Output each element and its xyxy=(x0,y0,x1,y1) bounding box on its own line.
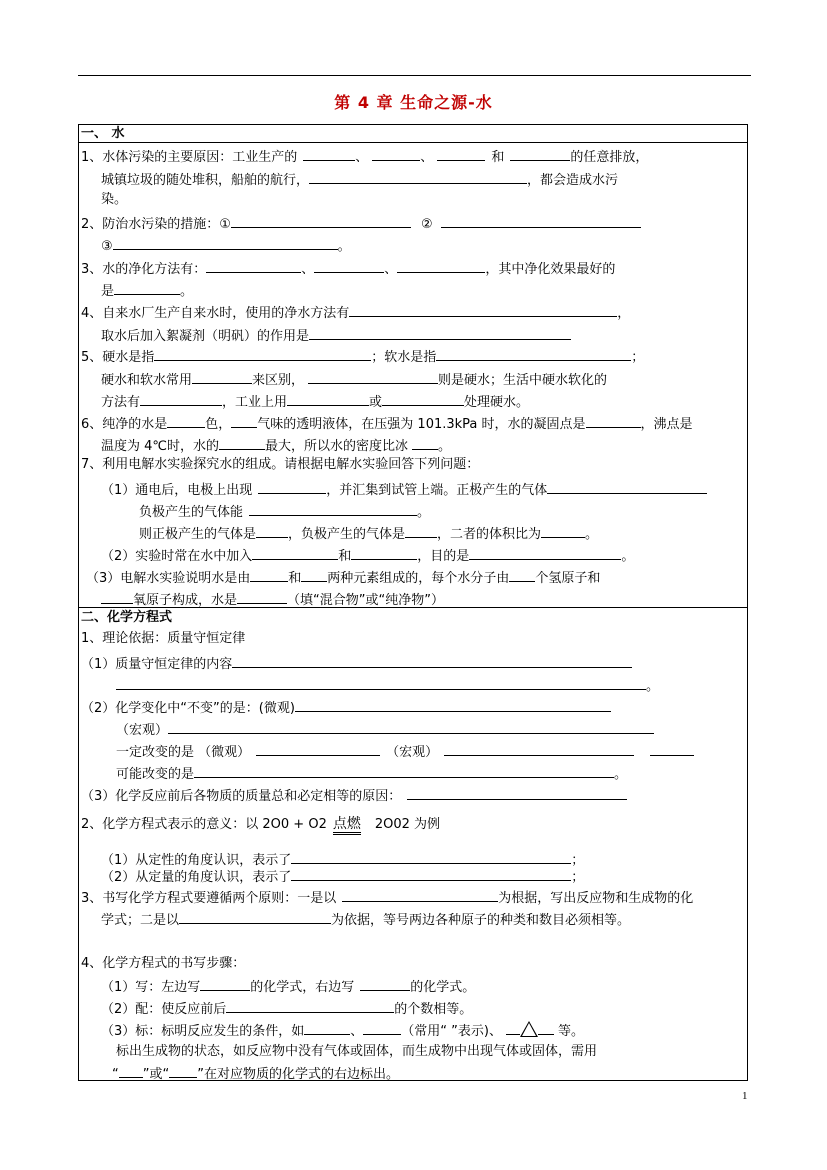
page-title: 第 4 章 生命之源-水 xyxy=(334,93,493,112)
header-rule xyxy=(78,75,751,76)
eq-question-1-1: （1）质量守恒定律的内容 xyxy=(81,653,632,674)
question-7-3: （3）电解水实验说明水是由 和 两种元素组成的，每个水分子由 个氢原子和 xyxy=(86,567,600,588)
question-4-cont: 取水后加入絮凝剂（明矾）的作用是 xyxy=(101,325,571,346)
question-3: 3、水的净化方法有： 、 、 ，其中净化效果最好的 xyxy=(81,258,615,279)
page-number: 1 xyxy=(742,1090,748,1102)
question-1-cont: 城镇垃圾的随处堆积，船舶的航行， ，都会造成水污 xyxy=(101,169,618,190)
eq-question-3: 3、书写化学方程式要遵循两个原则：一是以 为根据，写出反应物和生成物的化 xyxy=(81,887,693,908)
eq-question-4-1: （1）写：左边写 的化学式，右边写 的化学式。 xyxy=(101,976,475,997)
question-7-3-cont: 氧原子构成，水是 （填“混合物”或“纯净物”） xyxy=(101,589,444,610)
eq-question-4-3: （3）标：标明反应发生的条件，如 、 （常用“ ”表示)、 等。 xyxy=(101,1020,584,1041)
question-1-end: 染。 xyxy=(101,192,128,207)
eq-question-1-2-c: 一定改变的是 （微观） （宏观） xyxy=(116,741,694,762)
question-6: 6、纯净的水是 色， 气味的透明液体，在压强为 101.3kPa 时，水的凝固点是 ，沸点是 xyxy=(81,413,693,434)
section-divider xyxy=(78,142,748,143)
question-1: 1、水体污染的主要原因：工业生产的 、 、 和 的任意排放， xyxy=(81,146,648,167)
question-5-end: 方法有 ，工业上用 或 处理硬水。 xyxy=(101,391,529,412)
eq-question-2: 2、化学方程式表示的意义：以 2O0 + O2 点燃 2O02 为例 xyxy=(81,815,440,834)
eq-question-4-3-c: “ ”或“ ”在对应物质的化学式的右边标出。 xyxy=(112,1063,399,1084)
eq-question-1-2-b: （宏观） xyxy=(116,719,654,740)
eq-question-4-2: （2）配：使反应前后 的个数相等。 xyxy=(101,998,472,1019)
eq-question-1-3: （3）化学反应前后各物质的质量总和必定相等的原因： xyxy=(81,785,627,806)
question-4: 4、自来水厂生产自来水时，使用的净水方法有 ， xyxy=(81,302,630,323)
question-5-cont: 硬水和软水常用 来区别， 则是硬水；生活中硬水软化的 xyxy=(101,369,607,390)
eq-question-2-1: （1）从定性的角度认识，表示了 ； xyxy=(101,849,584,870)
question-2-cont: ③ 。 xyxy=(101,235,351,256)
eq-question-4-3-b: 标出生成物的状态，如反应物中没有气体或固体，而生成物中出现气体或固体，需用 xyxy=(116,1044,598,1059)
question-3-cont: 是 。 xyxy=(101,280,193,301)
question-7-2: （2）实验时常在水中加入 和 ，目的是 。 xyxy=(101,545,634,566)
eq-question-2-2: （2）从定量的角度认识，表示了 ； xyxy=(101,866,584,887)
eq-question-1-2: （2）化学变化中“不变”的是：(微观) xyxy=(81,697,611,718)
eq-question-3-cont: 学式；二是以 为依据，等号两边各种原子的种类和数目必须相等。 xyxy=(101,909,630,930)
question-2: 2、防治水污染的措施：① ② xyxy=(81,213,641,234)
triangle-symbol xyxy=(520,1021,538,1037)
eq-question-1-1-cont: 。 xyxy=(116,675,659,696)
eq-question-1: 1、理论依据：质量守恒定律 xyxy=(81,631,246,646)
question-5: 5、硬水是指 ；软水是指 ； xyxy=(81,346,644,367)
section-heading-water: 一、 水 xyxy=(81,126,125,141)
eq-question-4: 4、化学方程式的书写步骤： xyxy=(81,956,246,971)
question-7-1-b: 负极产生的气体能 。 xyxy=(139,501,430,522)
eq-question-1-2-d: 可能改变的是 。 xyxy=(116,763,627,784)
question-7-1: （1）通电后，电极上出现 ，并汇集到试管上端。正极产生的气体 xyxy=(101,479,748,500)
question-7: 7、利用电解水实验探究水的组成。请根据电解水实验回答下列问题： xyxy=(81,457,480,472)
question-6-cont: 温度为 4℃时，水的 最大，所以水的密度比冰 。 xyxy=(101,435,451,456)
question-7-1-c: 则正极产生的气体是 ，负极产生的气体是 ，二者的体积比为 。 xyxy=(139,523,598,544)
section-heading-equations: 二、化学方程式 xyxy=(81,610,173,625)
